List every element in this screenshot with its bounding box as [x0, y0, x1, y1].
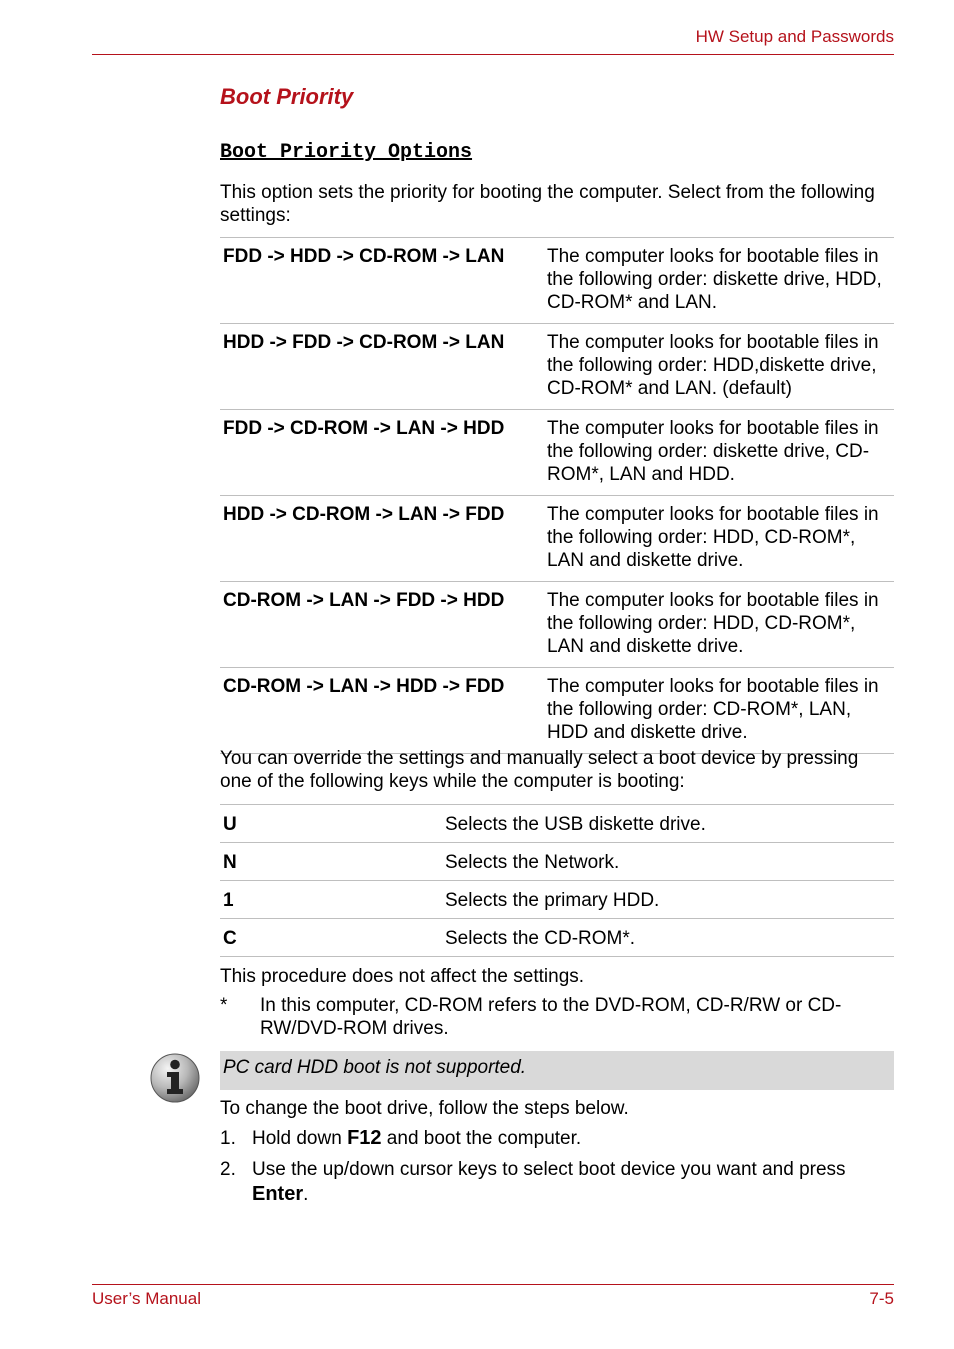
info-icon [149, 1052, 201, 1104]
step-number: 2. [220, 1159, 236, 1180]
boot-order-label: FDD -> HDD -> CD-ROM -> LAN [223, 246, 505, 267]
header-rule [92, 54, 894, 55]
intro-paragraph: This option sets the priority for booting the computer. Select from the following settings: [220, 182, 875, 226]
step-item [220, 1157, 894, 1207]
boot-order-label: FDD -> CD-ROM -> LAN -> HDD [223, 418, 505, 439]
boot-order-label: HDD -> FDD -> CD-ROM -> LAN [223, 332, 505, 353]
boot-order-label: CD-ROM -> LAN -> HDD -> FDD [223, 676, 505, 697]
option-title: Boot Priority Options [220, 141, 473, 164]
boot-order-label: HDD -> CD-ROM -> LAN -> FDD [223, 504, 505, 525]
footer-manual-title: User’s Manual [92, 1289, 201, 1308]
steps-intro: To change the boot drive, follow the steps below. [220, 1098, 629, 1119]
table-row [220, 582, 894, 668]
table-row [220, 919, 894, 957]
key-description: Selects the primary HDD. [445, 890, 660, 911]
step-text-before: Use the up/down cursor keys to select boot device you want and press [252, 1159, 846, 1180]
section-title: Boot Priority [220, 84, 354, 109]
note-box [220, 1051, 894, 1090]
key-description: Selects the CD-ROM*. [445, 928, 636, 949]
running-header: HW Setup and Passwords [695, 27, 894, 46]
override-paragraph: You can override the settings and manually select a boot device by pressing one of the following keys while the computer is booting: [220, 748, 859, 792]
step-text-after: and boot the computer. [381, 1128, 582, 1149]
table-row [220, 843, 894, 881]
table-row [220, 496, 894, 582]
boot-order-description: The computer looks for bootable files in the following order: HDD, CD-ROM*, LAN and diskette drive. [547, 590, 879, 657]
table-row [220, 668, 894, 754]
table-row [220, 238, 894, 324]
boot-order-description: The computer looks for bootable files in the following order: HDD, CD-ROM*, LAN and diskette drive. [547, 504, 879, 571]
key-label: C [223, 928, 237, 949]
table-row [220, 881, 894, 919]
boot-order-description: The computer looks for bootable files in the following order: HDD,diskette drive, CD-ROM* and LAN. (default) [547, 332, 879, 399]
boot-order-table [220, 237, 894, 754]
boot-order-description: The computer looks for bootable files in the following order: diskette drive, HDD, CD-ROM* and LAN. [547, 246, 882, 313]
boot-order-description: The computer looks for bootable files in the following order: CD-ROM*, LAN, HDD and diskette drive. [547, 676, 879, 743]
key-description: Selects the USB diskette drive. [445, 814, 706, 835]
key-label: 1 [223, 890, 234, 911]
footnote-text: In this computer, CD-ROM refers to the DVD-ROM, CD-R/RW or CD-RW/DVD-ROM drives. [260, 995, 842, 1039]
step-key: F12 [347, 1127, 382, 1149]
step-text-after: . [303, 1184, 309, 1205]
boot-order-description: The computer looks for bootable files in the following order: diskette drive, CD-ROM*, LAN and HDD. [547, 418, 879, 485]
table-row [220, 410, 894, 496]
page-number: 7-5 [869, 1289, 894, 1308]
procedure-note: This procedure does not affect the settings. [220, 966, 585, 987]
key-label: N [223, 852, 237, 873]
key-description: Selects the Network. [445, 852, 620, 873]
table-row [220, 324, 894, 410]
override-key-table [220, 804, 894, 957]
boot-order-label: CD-ROM -> LAN -> FDD -> HDD [223, 590, 505, 611]
footer-rule [92, 1284, 894, 1285]
step-key: Enter [252, 1183, 304, 1205]
step-text [252, 1157, 894, 1207]
step-text [252, 1126, 894, 1151]
table-row [220, 805, 894, 843]
note-text: PC card HDD boot is not supported. [223, 1057, 527, 1078]
step-text-before: Hold down [252, 1128, 348, 1149]
footnote [220, 994, 894, 1040]
step-item [220, 1126, 894, 1151]
step-number: 1. [220, 1128, 236, 1149]
footnote-mark: * [220, 995, 228, 1016]
key-label: U [223, 814, 237, 835]
